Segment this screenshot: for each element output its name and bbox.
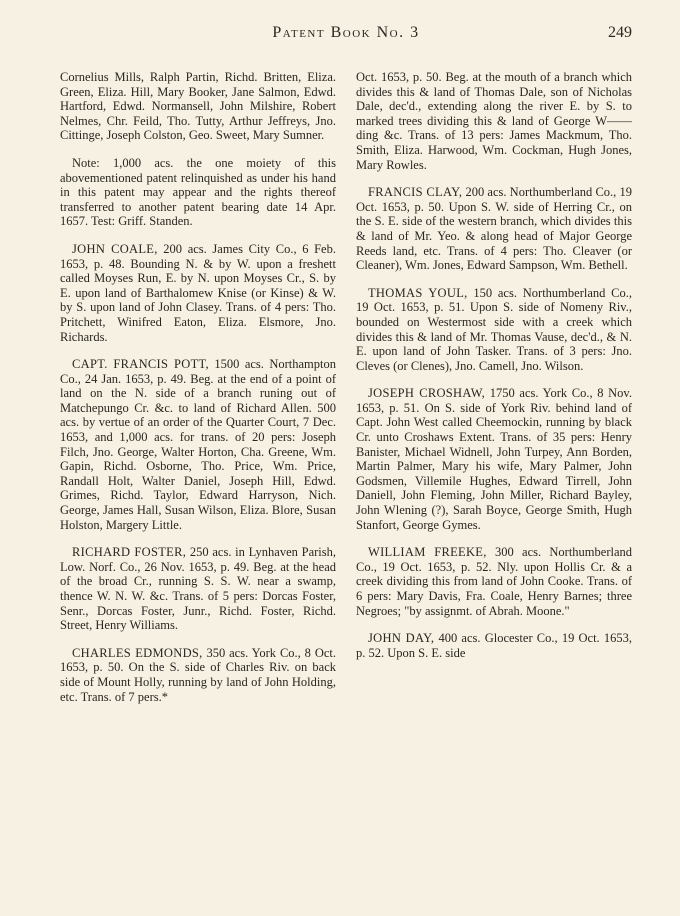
entry-name: JOHN DAY, xyxy=(368,631,435,646)
entry-name: JOHN COALE, xyxy=(72,241,158,256)
entry-text: 1750 acs. York Co., 8 Nov. 1653, p. 51. On S. side of York Riv. behind land of Capt. John West called Cheemockin, running by black Cr. unto Croshaws Extent. Trans. of 35 pers: Henry Banister, Michael Widnell, John Turpey, Ann Borden, Martin Palmer, Mary his wife, Mary Palmer, John Godsmen, Villemile Hughes, Edward Tirrell, John Daniell, John Fleming, John Miller, Richard Bayley, John Wlening (?), Sarah Boyce, George Smith, Hugh Stanfort, George Gymes. xyxy=(356,386,632,532)
entry-name: THOMAS YOUL, xyxy=(368,285,468,300)
entry-text: Note: 1,000 acs. the one moiety of this abovementioned patent relinquished as under his hand in this patent may appear and the rights thereof transferred to another patent bearing date 14 Apr. 1657. Test: Griff. Standen. xyxy=(60,155,336,229)
entry-text: 150 acs. Northumberland Co., 19 Oct. 1653, p. 51. Upon S. side of Nomeny Riv., bounded on Westermost side with a creek which divides this & land of Mr. Thomas Vause, dec'd., & N. E. upon land of John Tasker. Trans. of 3 pers: Jno. Cleves (or Clenes), Jno. Camell, Jno. Wilson. xyxy=(356,285,633,373)
entry-text: Cornelius Mills, Ralph Partin, Richd. Britten, Eliza. Green, Eliza. Hill, Mary Booker, Jane Salmon, Edwd. Hartford, Edwd. Normansell, John Milshire, Robert Nelmes, Chr. Feild, Tho. Tutty, Arthur Jeffreys, Jno. Cittinge, Joseph Colston, Geo. Sweet, Mary Sumner. xyxy=(60,70,336,143)
entry-text: 300 acs. Northumberland Co., 19 Oct. 1653, p. 52. Nly. upon Hollis Cr. & a creek dividing this from land of John Cooke. Trans. of 6 pers: Mary Davis, Fra. Coale, Henry Barnes; three Negroes; "by assignmt. of Abrah. Moone." xyxy=(356,545,633,618)
entry-text: 250 acs. in Lynhaven Parish, Low. Norf. Co., 26 Nov. 1653, p. 49. Beg. at the head of the broad Cr., running S. S. W. near a swamp, thence W. N. W. &c. Trans. of 5 pers: Dorcas Foster, Senr., Dorcas Foster, Junr., Richd. Foster, Richd. Street, Henry Williams. xyxy=(60,545,337,633)
entry-name: CAPT. FRANCIS POTT, xyxy=(72,357,209,372)
entry xyxy=(356,545,632,618)
entry-name: WILLIAM FREEKE, xyxy=(368,545,487,560)
page-number: 249 xyxy=(608,24,632,41)
entry xyxy=(356,185,632,273)
entry-text: 200 acs. James City Co., 6 Feb. 1653, p. 48. Bounding N. & by W. upon a freshett called Moyses Run, E. by N. upon Moyses Cr., S. by E. upon land of Barthalomew Knise (or Kinse) & W. by S. upon land of John Clasey. Trans. of 4 pers: Tho. Pritchett, Winifred Eaton, Eliza. Elsmore, Jno. Richards. xyxy=(60,241,336,344)
entry-text: 1500 acs. Northampton Co., 24 Jan. 1653, p. 49. Beg. at the end of a point of land on the N. side of a branch runing out of Matchepungo Cr. &c. to land of Richard Allen. 500 acs. by vertue of an order of the Quarter Court, 7 Dec. 1653, and 1,000 acs. for trans. of 20 pers: Joseph Filch, Jno. George, Walter Horton, Cha. Greene, Wm. Gapin, Richd. Osborne, Tho. Price, Wm. Price, Randall Holt, Walter Daniel, Joseph Hill, Edwd. Grimes, Richd. Taylor, Edward Harryson, Nich. George, James Hall, Susan Wilson, Eliza. Blore, Susan Holston, Margery Little. xyxy=(60,357,337,532)
entry-text: 350 acs. York Co., 8 Oct. 1653, p. 50. On the S. side of Charles Riv. on back side of Mount Holly, running by land of John Holding, etc. Trans. of 7 pers.* xyxy=(60,645,336,704)
entry-name: RICHARD FOSTER, xyxy=(72,545,187,560)
entry-text: Oct. 1653, p. 50. Beg. at the mouth of a branch which divides this & land of Thomas Dale, son of Nicholas Dale, dec'd., extending along the river E. by S. to marked trees dividing this & land of George W——ding &c. Trans. of 13 pers: James Mackmum, Tho. Smith, Eliza. Harwood, Wm. Cockman, Hugh Jones, Mary Rowles. xyxy=(356,70,632,172)
entry-name: FRANCIS CLAY, xyxy=(368,185,463,200)
entry-name: CHARLES EDMONDS, xyxy=(72,645,203,660)
entry xyxy=(60,242,336,344)
entry xyxy=(356,286,632,374)
page-header xyxy=(60,18,632,44)
entry-text: 200 acs. Northumberland Co., 19 Oct. 1653, p. 50. Upon S. W. side of Herring Cr., on the S. E. side of the western branch, which divides this & land of Mr. Yeo. & along head of Major George Reeds land, etc. Trans. of 4 pers: Tho. Cleaver (or Cleaner), Wm. Jones, Edward Sampson, Wm. Bethell. xyxy=(356,185,632,273)
text-columns xyxy=(60,70,632,717)
entry xyxy=(60,357,336,532)
entry xyxy=(60,70,336,143)
entry xyxy=(356,386,632,532)
entry-text: 400 acs. Glocester Co., 19 Oct. 1653, p. 52. Upon S. E. side xyxy=(356,631,633,660)
entry xyxy=(356,70,632,172)
running-title: Patent Book No. 3 xyxy=(272,24,420,41)
entry xyxy=(60,646,336,704)
entry-name: JOSEPH CROSHAW, xyxy=(368,386,486,401)
entry xyxy=(60,156,336,229)
left-column xyxy=(60,70,336,717)
right-column xyxy=(356,70,632,717)
entry xyxy=(356,631,632,660)
entry xyxy=(60,545,336,633)
